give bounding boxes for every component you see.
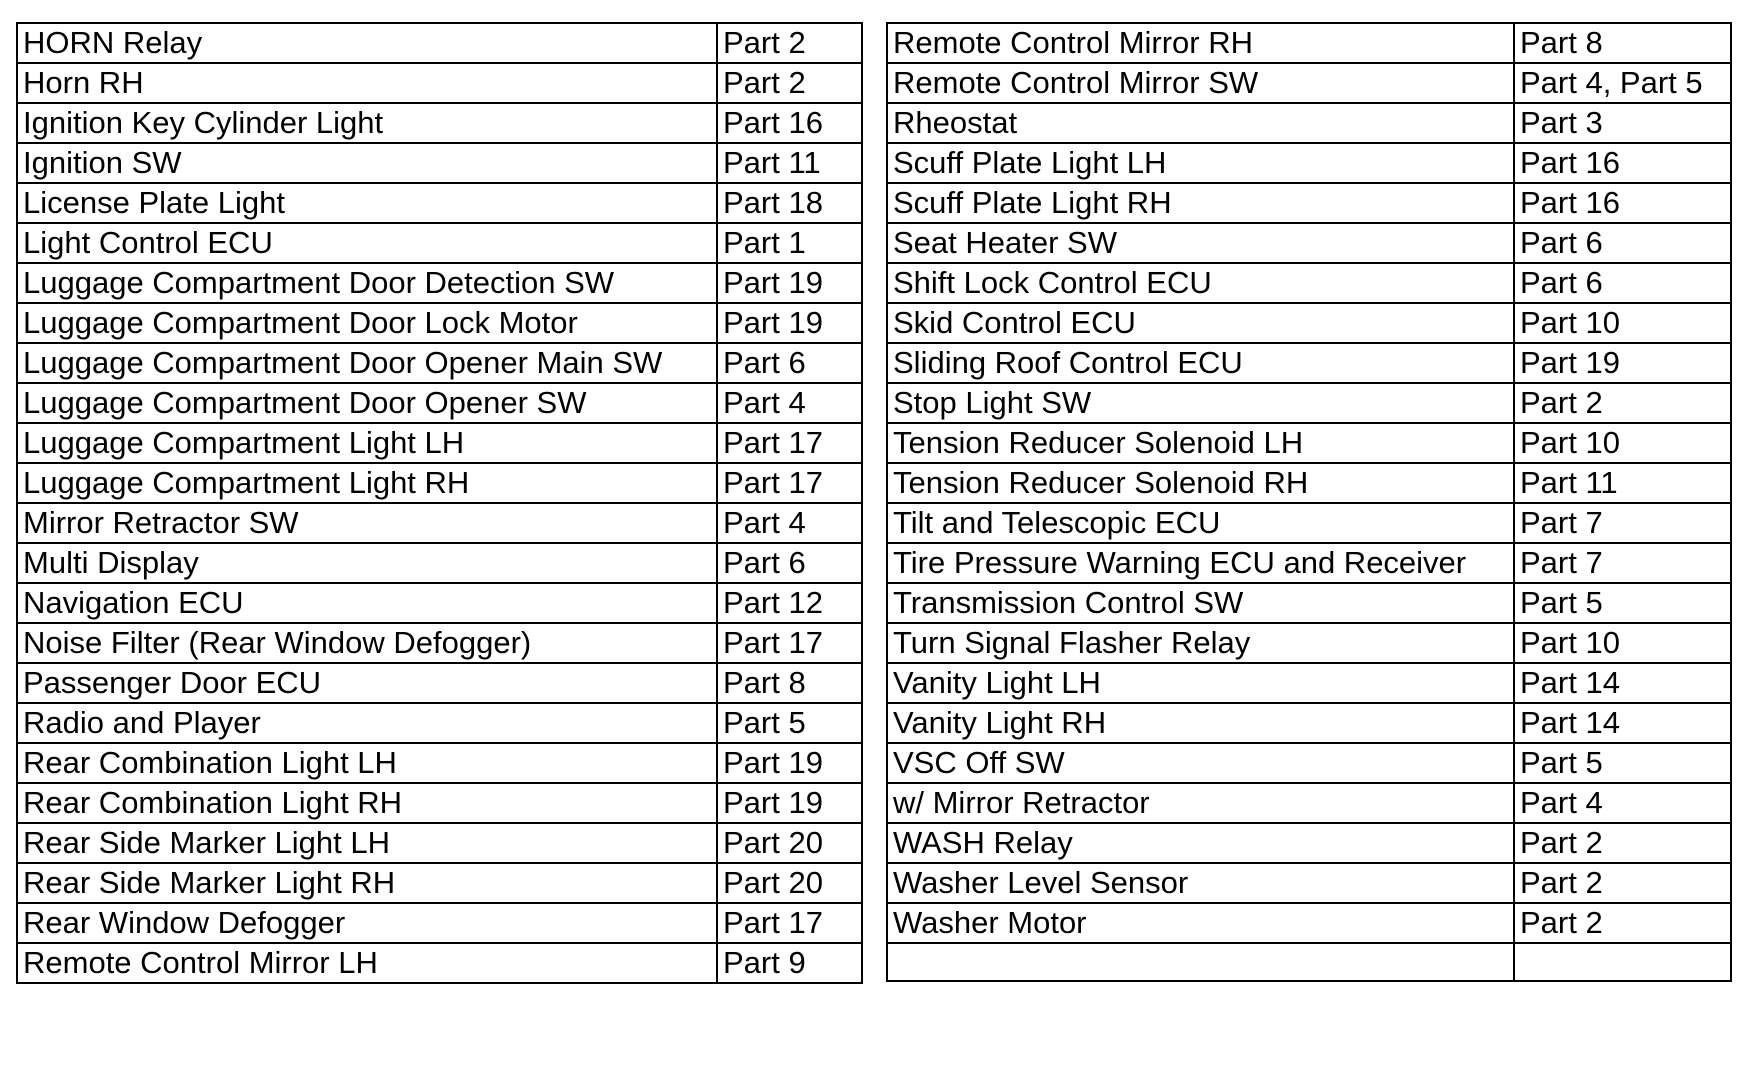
table-row — [17, 663, 862, 703]
component-name-cell: WASH Relay — [887, 823, 1514, 863]
component-index-table-left — [16, 22, 863, 984]
component-name-cell: w/ Mirror Retractor — [887, 783, 1514, 823]
component-name-cell: Rheostat — [887, 103, 1514, 143]
part-reference-cell: Part 4 — [717, 383, 862, 423]
table-row — [17, 623, 862, 663]
part-reference-cell: Part 5 — [1514, 743, 1731, 783]
part-reference-cell: Part 8 — [1514, 23, 1731, 63]
part-reference-cell: Part 10 — [1514, 623, 1731, 663]
part-reference-cell: Part 19 — [717, 263, 862, 303]
part-reference-cell: Part 20 — [717, 823, 862, 863]
table-row — [17, 703, 862, 743]
part-reference-cell: Part 10 — [1514, 423, 1731, 463]
part-reference-cell: Part 4 — [1514, 783, 1731, 823]
component-name-cell: Washer Level Sensor — [887, 863, 1514, 903]
part-reference-cell: Part 7 — [1514, 503, 1731, 543]
table-row — [887, 383, 1731, 423]
part-reference-cell: Part 19 — [717, 743, 862, 783]
part-reference-cell: Part 8 — [717, 663, 862, 703]
part-reference-cell: Part 16 — [717, 103, 862, 143]
table-row — [887, 743, 1731, 783]
component-name-cell: Rear Combination Light LH — [17, 743, 717, 783]
table-row — [887, 423, 1731, 463]
part-reference-cell: Part 2 — [1514, 823, 1731, 863]
part-reference-cell: Part 7 — [1514, 543, 1731, 583]
component-name-cell: Remote Control Mirror SW — [887, 63, 1514, 103]
table-row — [17, 23, 862, 63]
component-name-cell: Luggage Compartment Door Opener SW — [17, 383, 717, 423]
part-reference-cell: Part 2 — [1514, 903, 1731, 943]
table-row — [887, 143, 1731, 183]
component-name-cell: Tilt and Telescopic ECU — [887, 503, 1514, 543]
part-reference-cell: Part 2 — [1514, 863, 1731, 903]
part-reference-cell: Part 3 — [1514, 103, 1731, 143]
part-reference-cell: Part 6 — [717, 343, 862, 383]
table-row — [17, 303, 862, 343]
table-row — [17, 343, 862, 383]
part-reference-cell: Part 1 — [717, 223, 862, 263]
part-reference-cell: Part 14 — [1514, 663, 1731, 703]
table-row — [887, 463, 1731, 503]
part-reference-cell: Part 17 — [717, 623, 862, 663]
table-row — [887, 823, 1731, 863]
table-row — [17, 423, 862, 463]
table-row — [887, 903, 1731, 943]
component-name-cell: VSC Off SW — [887, 743, 1514, 783]
part-reference-cell: Part 6 — [1514, 263, 1731, 303]
part-reference-cell: Part 19 — [717, 783, 862, 823]
component-name-cell: Radio and Player — [17, 703, 717, 743]
component-name-cell: Luggage Compartment Light LH — [17, 423, 717, 463]
table-row — [887, 583, 1731, 623]
table-row — [887, 863, 1731, 903]
component-name-cell: Stop Light SW — [887, 383, 1514, 423]
table-row — [17, 223, 862, 263]
component-name-cell: Remote Control Mirror RH — [887, 23, 1514, 63]
part-reference-cell: Part 5 — [717, 703, 862, 743]
table-row — [887, 543, 1731, 583]
table-row — [887, 263, 1731, 303]
table-row — [887, 703, 1731, 743]
component-name-cell: Sliding Roof Control ECU — [887, 343, 1514, 383]
table-row — [17, 823, 862, 863]
table-row — [17, 543, 862, 583]
component-name-cell: Horn RH — [17, 63, 717, 103]
part-reference-cell: Part 11 — [717, 143, 862, 183]
component-name-cell: Multi Display — [17, 543, 717, 583]
part-reference-cell: Part 17 — [717, 903, 862, 943]
table-row — [17, 743, 862, 783]
table-row — [887, 663, 1731, 703]
component-name-cell: License Plate Light — [17, 183, 717, 223]
component-name-cell: Tension Reducer Solenoid RH — [887, 463, 1514, 503]
component-name-cell: Remote Control Mirror LH — [17, 943, 717, 983]
component-name-cell: Luggage Compartment Door Detection SW — [17, 263, 717, 303]
part-reference-cell: Part 12 — [717, 583, 862, 623]
component-name-cell: Luggage Compartment Light RH — [17, 463, 717, 503]
component-name-cell: Ignition SW — [17, 143, 717, 183]
component-name-cell: Vanity Light LH — [887, 663, 1514, 703]
table-row — [887, 63, 1731, 103]
table-row — [17, 583, 862, 623]
part-reference-cell: Part 4, Part 5 — [1514, 63, 1731, 103]
table-row — [17, 63, 862, 103]
part-reference-cell: Part 2 — [717, 63, 862, 103]
table-row — [887, 623, 1731, 663]
component-name-cell: Washer Motor — [887, 903, 1514, 943]
component-name-cell: Rear Side Marker Light RH — [17, 863, 717, 903]
table-row — [17, 503, 862, 543]
part-reference-cell: Part 6 — [1514, 223, 1731, 263]
part-reference-cell: Part 16 — [1514, 183, 1731, 223]
component-name-cell: Navigation ECU — [17, 583, 717, 623]
table-row — [887, 783, 1731, 823]
component-name-cell: Ignition Key Cylinder Light — [17, 103, 717, 143]
part-reference-cell: Part 2 — [1514, 383, 1731, 423]
table-row — [887, 303, 1731, 343]
table-row — [17, 783, 862, 823]
part-reference-cell: Part 2 — [717, 23, 862, 63]
component-name-cell: Rear Side Marker Light LH — [17, 823, 717, 863]
table-row — [887, 503, 1731, 543]
part-reference-cell: Part 9 — [717, 943, 862, 983]
table-row — [887, 183, 1731, 223]
component-name-cell: Turn Signal Flasher Relay — [887, 623, 1514, 663]
part-reference-cell: Part 18 — [717, 183, 862, 223]
table-row — [17, 903, 862, 943]
table-row — [887, 943, 1731, 981]
component-name-cell: Shift Lock Control ECU — [887, 263, 1514, 303]
part-reference-cell: Part 19 — [1514, 343, 1731, 383]
table-row — [17, 383, 862, 423]
part-reference-cell: Part 16 — [1514, 143, 1731, 183]
table-row — [17, 103, 862, 143]
component-name-cell: Tension Reducer Solenoid LH — [887, 423, 1514, 463]
component-name-cell: Rear Combination Light RH — [17, 783, 717, 823]
component-name-cell: Noise Filter (Rear Window Defogger) — [17, 623, 717, 663]
table-row — [887, 103, 1731, 143]
component-name-cell: Luggage Compartment Door Opener Main SW — [17, 343, 717, 383]
table-row — [887, 223, 1731, 263]
table-row — [17, 183, 862, 223]
part-reference-cell: Part 5 — [1514, 583, 1731, 623]
component-name-cell: Passenger Door ECU — [17, 663, 717, 703]
part-reference-cell — [1514, 943, 1731, 981]
component-name-cell — [887, 943, 1514, 981]
part-reference-cell: Part 4 — [717, 503, 862, 543]
component-name-cell: Transmission Control SW — [887, 583, 1514, 623]
part-reference-cell: Part 14 — [1514, 703, 1731, 743]
part-reference-cell: Part 17 — [717, 423, 862, 463]
component-name-cell: Luggage Compartment Door Lock Motor — [17, 303, 717, 343]
part-reference-cell: Part 11 — [1514, 463, 1731, 503]
table-row — [17, 463, 862, 503]
component-name-cell: Skid Control ECU — [887, 303, 1514, 343]
table-row — [17, 943, 862, 983]
component-name-cell: HORN Relay — [17, 23, 717, 63]
part-reference-cell: Part 6 — [717, 543, 862, 583]
component-name-cell: Tire Pressure Warning ECU and Receiver — [887, 543, 1514, 583]
table-row — [17, 143, 862, 183]
component-name-cell: Vanity Light RH — [887, 703, 1514, 743]
part-reference-cell: Part 20 — [717, 863, 862, 903]
part-reference-cell: Part 19 — [717, 303, 862, 343]
component-name-cell: Mirror Retractor SW — [17, 503, 717, 543]
component-name-cell: Scuff Plate Light RH — [887, 183, 1514, 223]
component-name-cell: Light Control ECU — [17, 223, 717, 263]
table-row — [887, 23, 1731, 63]
part-reference-cell: Part 17 — [717, 463, 862, 503]
table-row — [887, 343, 1731, 383]
component-index-table-right — [886, 22, 1732, 982]
table-row — [17, 263, 862, 303]
component-name-cell: Scuff Plate Light LH — [887, 143, 1514, 183]
component-name-cell: Seat Heater SW — [887, 223, 1514, 263]
component-name-cell: Rear Window Defogger — [17, 903, 717, 943]
table-row — [17, 863, 862, 903]
part-reference-cell: Part 10 — [1514, 303, 1731, 343]
